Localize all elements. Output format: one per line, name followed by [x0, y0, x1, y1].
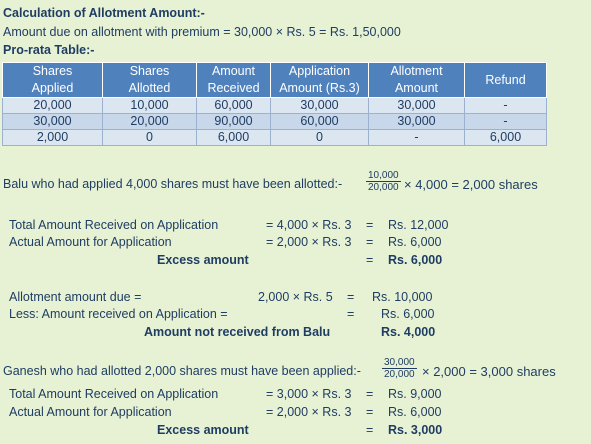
- equals-sign: =: [366, 253, 374, 267]
- table-row: [3, 130, 547, 146]
- balu-intro: Balu who had applied 4,000 shares must have been allotted:-: [3, 177, 343, 191]
- balu-less-label: Less: Amount received on Application =: [9, 307, 228, 321]
- ganesh-calc-formula: = 2,000 × Rs. 3: [266, 405, 352, 419]
- ganesh-result: × 2,000 = 3,000 shares: [422, 364, 556, 379]
- header-refund: Refund: [465, 63, 547, 98]
- ganesh-calc-label: Actual Amount for Application: [9, 405, 172, 419]
- ganesh-calc-value: Rs. 6,000: [388, 405, 442, 419]
- table-cell: 0: [271, 130, 369, 146]
- table-title: Pro-rata Table:-: [3, 43, 95, 57]
- balu-allotment-label: Allotment amount due =: [9, 290, 142, 304]
- table-cell: 60,000: [271, 114, 369, 130]
- ganesh-calc-formula: = 3,000 × Rs. 3: [266, 387, 352, 401]
- ganesh-fraction: [382, 357, 417, 380]
- ganesh-calc-value: Rs. 9,000: [388, 387, 442, 401]
- equals-sign: =: [366, 235, 374, 249]
- table-cell: 30,000: [369, 114, 465, 130]
- table-cell: -: [465, 114, 547, 130]
- header-application-amount: Application Amount (Rs.3): [271, 63, 369, 98]
- balu-calc-label: Total Amount Received on Application: [9, 218, 219, 232]
- equals-sign: =: [366, 218, 374, 232]
- balu-calc-formula: = 2,000 × Rs. 3: [266, 235, 352, 249]
- balu-not-received-label: Amount not received from Balu: [144, 325, 331, 339]
- header-allotment-amount: Allotment Amount: [369, 63, 465, 98]
- table-cell: 30,000: [3, 114, 103, 130]
- table-row: [3, 98, 547, 114]
- table-header-row: [3, 63, 547, 98]
- ganesh-intro: Ganesh who had allotted 2,000 shares must have been applied:-: [3, 364, 361, 378]
- table-cell: 30,000: [369, 98, 465, 114]
- pro-rata-table: [2, 62, 547, 146]
- balu-fraction: [366, 170, 401, 193]
- equals-sign: =: [347, 290, 355, 304]
- table-cell: 0: [103, 130, 197, 146]
- header-shares-allotted: Shares Allotted: [103, 63, 197, 98]
- table-cell: 6,000: [197, 130, 271, 146]
- balu-allotment-formula: 2,000 × Rs. 5: [258, 290, 333, 304]
- equals-sign: =: [366, 405, 374, 419]
- table-cell: 10,000: [103, 98, 197, 114]
- fraction-numerator: 10,000: [368, 170, 399, 181]
- equals-sign: =: [366, 387, 374, 401]
- table-cell: -: [369, 130, 465, 146]
- ganesh-excess-value: Rs. 3,000: [388, 423, 443, 437]
- equals-sign: =: [347, 307, 355, 321]
- table-cell: -: [465, 98, 547, 114]
- balu-result: × 4,000 = 2,000 shares: [404, 177, 538, 192]
- header-shares-applied: Shares Applied: [3, 63, 103, 98]
- ganesh-calc-label: Total Amount Received on Application: [9, 387, 219, 401]
- balu-calc-value: Rs. 6,000: [388, 235, 442, 249]
- balu-not-received-value: Rs. 4,000: [381, 325, 436, 339]
- table-cell: 20,000: [103, 114, 197, 130]
- balu-less-value: Rs. 6,000: [381, 307, 435, 321]
- page-heading: Calculation of Allotment Amount:-: [3, 6, 205, 20]
- fraction-numerator: 30,000: [384, 357, 415, 368]
- balu-excess-label: Excess amount: [157, 253, 249, 267]
- header-amount-received: Amount Received: [197, 63, 271, 98]
- table-cell: 6,000: [465, 130, 547, 146]
- amount-due-line: Amount due on allotment with premium = 30,000 × Rs. 5 = Rs. 1,50,000: [3, 25, 401, 39]
- balu-excess-value: Rs. 6,000: [388, 253, 443, 267]
- equals-sign: =: [366, 423, 374, 437]
- table-cell: 60,000: [197, 98, 271, 114]
- table-row: [3, 114, 547, 130]
- balu-allotment-value: Rs. 10,000: [372, 290, 433, 304]
- table-cell: 90,000: [197, 114, 271, 130]
- balu-calc-value: Rs. 12,000: [388, 218, 449, 232]
- table-cell: 20,000: [3, 98, 103, 114]
- balu-calc-label: Actual Amount for Application: [9, 235, 172, 249]
- fraction-denominator: 20,000: [384, 369, 415, 380]
- balu-calc-formula: = 4,000 × Rs. 3: [266, 218, 352, 232]
- table-cell: 2,000: [3, 130, 103, 146]
- fraction-denominator: 20,000: [368, 182, 399, 193]
- table-cell: 30,000: [271, 98, 369, 114]
- ganesh-excess-label: Excess amount: [157, 423, 249, 437]
